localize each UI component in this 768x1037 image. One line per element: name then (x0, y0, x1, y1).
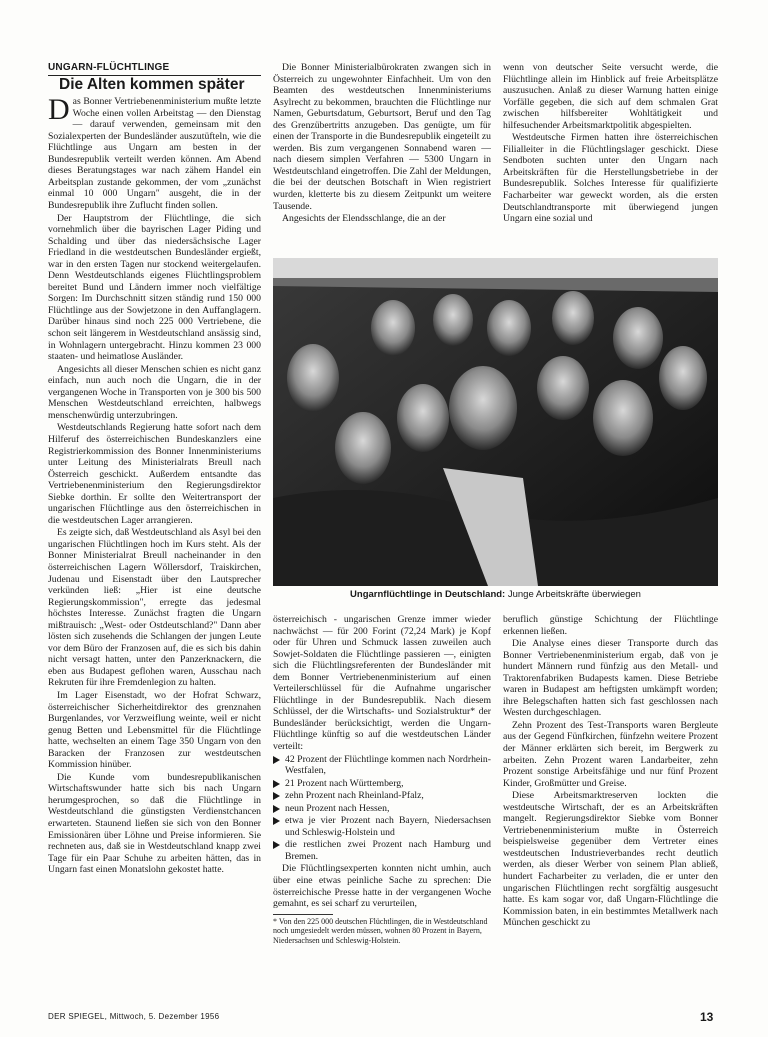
paragraph: Es zeigte sich, daß Westdeutschland als Asyl bei den ungarischen Flüchtlingen hoch im Kurs steht. Als der Bonner Ministerialrat Breull nacheinander in den österreichischen Lagern Wöllersdorf, Traiskirchen, Judenau und Eisenstadt über den Lautsprecher verkünden ließ: „Hier ist eine deutsche Regierungskommission", erregte das jedesmal höchstes Interesse. Zunächst fragten die Ungarn mißtrauisch: „West- oder Ostdeutschland?" Dann aber lösten sich zusehends die Schlangen der jungen Leute vor dem Büro der Franzosen auf, die es sich bis dahin nicht versagt hatten, unter den Panzerknackern, die eben aus Budapest geflohen waren, Ausschau nach Rekruten für ihre Fremdenlegion zu halten. (48, 527, 261, 689)
paragraph: Der Hauptstrom der Flüchtlinge, die sich vornehmlich über die bayrischen Lager Piding und Schalding und über das niedersächsische Lager Friedland in die westdeutschen Bundesländer ergießt, war in den ersten Tagen nur stockend weitergelaufen. Denn Westdeutschlands eigenes Flüchtlingsproblem bereitet Bund und Ländern immer noch vielfältige Sorgen: Im Durchschnitt sitzen ständig rund 150 000 Flüchtlinge aus der Sowjetzone in den Auffanglagern. Darüber hinaus sind noch 225 000 Vertriebene, die schon seit längerem in Westdeutschland ansässig sind, in Wohnlagern untergebracht. Hinzu kommen 23 000 staaten- und heimatlose Ausländer. (48, 212, 261, 363)
paragraph: Im Lager Eisenstadt, wo der Hofrat Schwarz, österreichischer Sicherheitdirektor des grenznahen Burgenlandes, vor Verzweiflung weinte, weil er nicht genug Betten und Lebensmittel für die Flüchtlinge hatte, wechselten an einem Tage 350 Ungarn von den Baracken der Franzosen zur westdeutschen Kommission hinüber. (48, 689, 261, 771)
column-3-bottom (503, 614, 718, 930)
list-item: zehn Prozent nach Rheinland-Pfalz, (273, 790, 491, 802)
section-label: UNGARN-FLÜCHTLINGE (48, 62, 261, 76)
triangle-bullet-icon (273, 817, 280, 825)
paragraph: Westdeutschlands Regierung hatte sofort nach dem Hilferuf des österreichischen Bundeskanzlers eine Registrierkommission des Bonner Innenministeriums unter Leitung des Ministerialrats Breull nach Österreich geschickt. Außerdem entsandte das Vertriebenenministerium den Regierungsdirektor Siebke dorthin. Er sollte den Weitertransport der ungarischen Flüchtlinge aus den österreichischen in die westdeutschen Lager arrangieren. (48, 422, 261, 526)
triangle-bullet-icon (273, 756, 280, 764)
footnote-rule (273, 914, 333, 915)
drop-cap: D (48, 93, 70, 127)
column-2-bottom (273, 614, 491, 945)
photo-illustration (273, 258, 718, 586)
footnote: * Von den 225 000 deutschen Flüchtlingen, die in Westdeutschland noch umgesiedelt werden müssen, wohnen 80 Prozent in Bayern, Niedersachsen und Schleswig-Holstein. (273, 916, 488, 945)
caption-text: Junge Arbeitskräfte überwiegen (505, 589, 641, 600)
caption-bold: Ungarnflüchtlinge in Deutschland: (350, 589, 506, 600)
triangle-bullet-icon (273, 780, 280, 788)
paragraph: wenn von deutscher Seite versucht werde, die Flüchtlinge allein im Hinblick auf freie Arbeitsplätze auszusuchen. Anlaß zu dieser Warnung hatten einige Vorfälle gegeben, die sich auf dem schmalen Grat zwischen hilfsbereiter Wohltätigkeit und hilfesuchender Arbeitsmarktpolitik abgespielten. (503, 62, 718, 131)
list-item: 42 Prozent der Flüchtlinge kommen nach Nordrhein-Westfalen, (273, 754, 491, 777)
page-footer: DER SPIEGEL, Mittwoch, 5. Dezember 1956 (48, 1012, 220, 1021)
paragraph: Die Flüchtlingsexperten konnten nicht umhin, auch über eine etwas peinliche Sache zu sprechen: Die österreichische Presse hatte in der vergangenen Woche gemahnt, es sei scharf zu verurteilen, (273, 863, 491, 910)
paragraph: Angesichts der Elendsschlange, die an der (282, 213, 446, 225)
column-3-top (503, 62, 718, 226)
paragraph: beruflich günstige Schichtung der Flüchtlinge erkennen ließen. (503, 614, 718, 637)
paragraph: österreichisch - ungarischen Grenze immer wieder nachwächst — für 200 Forint (72,24 Mark) je Kopf oder für Uhren und Schmuck lassen zuweilen auch Sowjet-Soldaten die Flüchtlinge passieren —, einigten sich die Flüchtlingsreferenten der Bundesländer mit dem Bonner Vertriebenenministerium auf einen Verteilerschlüssel für die Aufnahme ungarischer Flüchtlinge in der Bundesrepublik. Nach diesem Schlüssel, der die Wirtschafts- und Sozialstruktur* der Bundesländer berücksichtigt, werden die Ungarn-Flüchtlinge künftig so auf die westdeutschen Länder verteilt: (273, 614, 491, 753)
paragraph: Diese Arbeitsmarktreserven lockten die westdeutsche Wirtschaft, der es an Arbeitskräften mangelt. Regierungsdirektor Siebke vom Bonner Vertriebenenministerium mußte in Österreich beispielsweise gegenüber dem Vertreter eines westdeutschen Industrieverbandes recht deutlich werden, als dieser Werber von seinem Plan abließ, hundert Facharbeiter zu verladen, die er unter den ungarischen Flüchtlingen recht sorgfältig ausgesucht hatte. Es kam sogar vor, daß Ungarn-Flüchtlinge die Kommission baten, in ein bestimmtes Metallwerk nach München geschickt zu (503, 790, 718, 929)
list-item: 21 Prozent nach Württemberg, (273, 778, 491, 790)
paragraph: Westdeutsche Firmen hatten ihre österreichischen Filialleiter in die Flüchtlingslager geschickt. Diese Sendboten suchten unter den Ungarn nach Arbeitskräften für die Herstellungsbetriebe in der Bundesrepublik. Solches Interesse für qualifizierte Facharbeiter war geweckt worden, als die ersten Deutschlandtransporte mit überwiegend jungen Ungarn eine sozial und (503, 132, 718, 225)
paragraph: Das Bonner Vertriebenenministerium mußte letzte Woche einen vollen Arbeitstag — den Dienstag — darauf verwenden, gemeinsam mit den Sozialexperten der Bundesländer auszutüfteln, wie die Flüchtlinge aus Ungarn am besten in der Bundesrepublik verteilt werden können. Am Abend dieses Beratungstages war nach zähem Handel ein Arbeitsplan zustande gekommen, der vom „zunächst einmal 10 000 Ungarn" ausgeht, die in der Bundesrepublik ihre Zuflucht finden sollen. (48, 93, 261, 212)
paragraph: Die Analyse eines dieser Transporte durch das Bonner Vertriebenenministerium ergab, daß von je hundert Männern rund fünfzig aus den Metall- und Traktorenfabriken Budapests kamen. Diese Betriebe waren in Budapest am heftigsten umkämpft worden; ihre Belegschaften hatten sich fast geschlossen nach Westen durchgeschlagen. (503, 638, 718, 719)
triangle-bullet-icon (273, 841, 280, 849)
distribution-list (273, 754, 491, 863)
page-number: 13 (700, 1010, 714, 1024)
paragraph: Die Bonner Ministerialbürokraten zwangen sich in Österreich zu ungewohnter Einfachheit. Um von den Beamten des westdeutschen Innenministeriums Asylrecht zu bekommen, brauchten die Flüchtlinge nur Namen, Geburtsdatum, Geburtsort, Beruf und den Tag des Grenzübertritts anzugeben. Das genügte, um für einen der Transporte in die Bundesrepublik eingeteilt zu werden. Bis zum vergangenen Sonnabend waren — nach diesem simplen Verfahren — 5300 Ungarn in Westdeutschland eingetroffen. Die Zahl der Meldungen, die bei der deutschen Botschaft in Wien registriert wurden, kletterte bis zu diesem Zeitpunkt um weitere Tausende. (273, 62, 491, 212)
paragraph: Zehn Prozent des Test-Transports waren Bergleute aus der Gegend Fünfkirchen, fünfzehn weitere Prozent der Männer erklärten sich bereit, im Bergwerk zu arbeiten. Zehn Prozent waren Landarbeiter, zehn Prozent sonstige Arbeitsfähige und nur fünf Prozent Kinder, Großmütter und Greise. (503, 719, 718, 789)
list-item: neun Prozent nach Hessen, (273, 803, 491, 815)
paragraph: Angesichts all dieser Menschen schien es nicht ganz einfach, nun auch noch die Ungarn, die in der vergangenen Woche in Transporten von je 300 bis 500 Menschen Westdeutschland erreichten, halbwegs menschenwürdig unterzubringen. (48, 363, 261, 421)
photo-caption (273, 589, 718, 600)
list-item: etwa je vier Prozent nach Bayern, Niedersachsen und Schleswig-Holstein und (273, 815, 491, 838)
triangle-bullet-icon (273, 805, 280, 813)
triangle-bullet-icon (273, 792, 280, 800)
headline: Die Alten kommen später (59, 75, 245, 93)
paragraph: Die Kunde vom bundesrepublikanischen Wirtschaftswunder hatte sich bis nach Ungarn herumgesprochen, so daß die Flüchtlinge in Westdeutschland die günstigsten Verdienstchancen erwarteten. Staunend ließen sie sich von den Bonner Emissionären über Löhne und Preise informieren. Sie rechneten aus, daß sie in Westdeutschland knapp zwei Tage für ein Paar Schuhe zu arbeiten hätten, das in Ungarn fast einen Monatslohn gekostet hatte. (48, 771, 261, 876)
refugees-photo (273, 258, 718, 586)
column-2-top (273, 62, 491, 226)
column-1 (48, 62, 261, 877)
list-item: die restlichen zwei Prozent nach Hamburg und Bremen. (273, 839, 491, 862)
